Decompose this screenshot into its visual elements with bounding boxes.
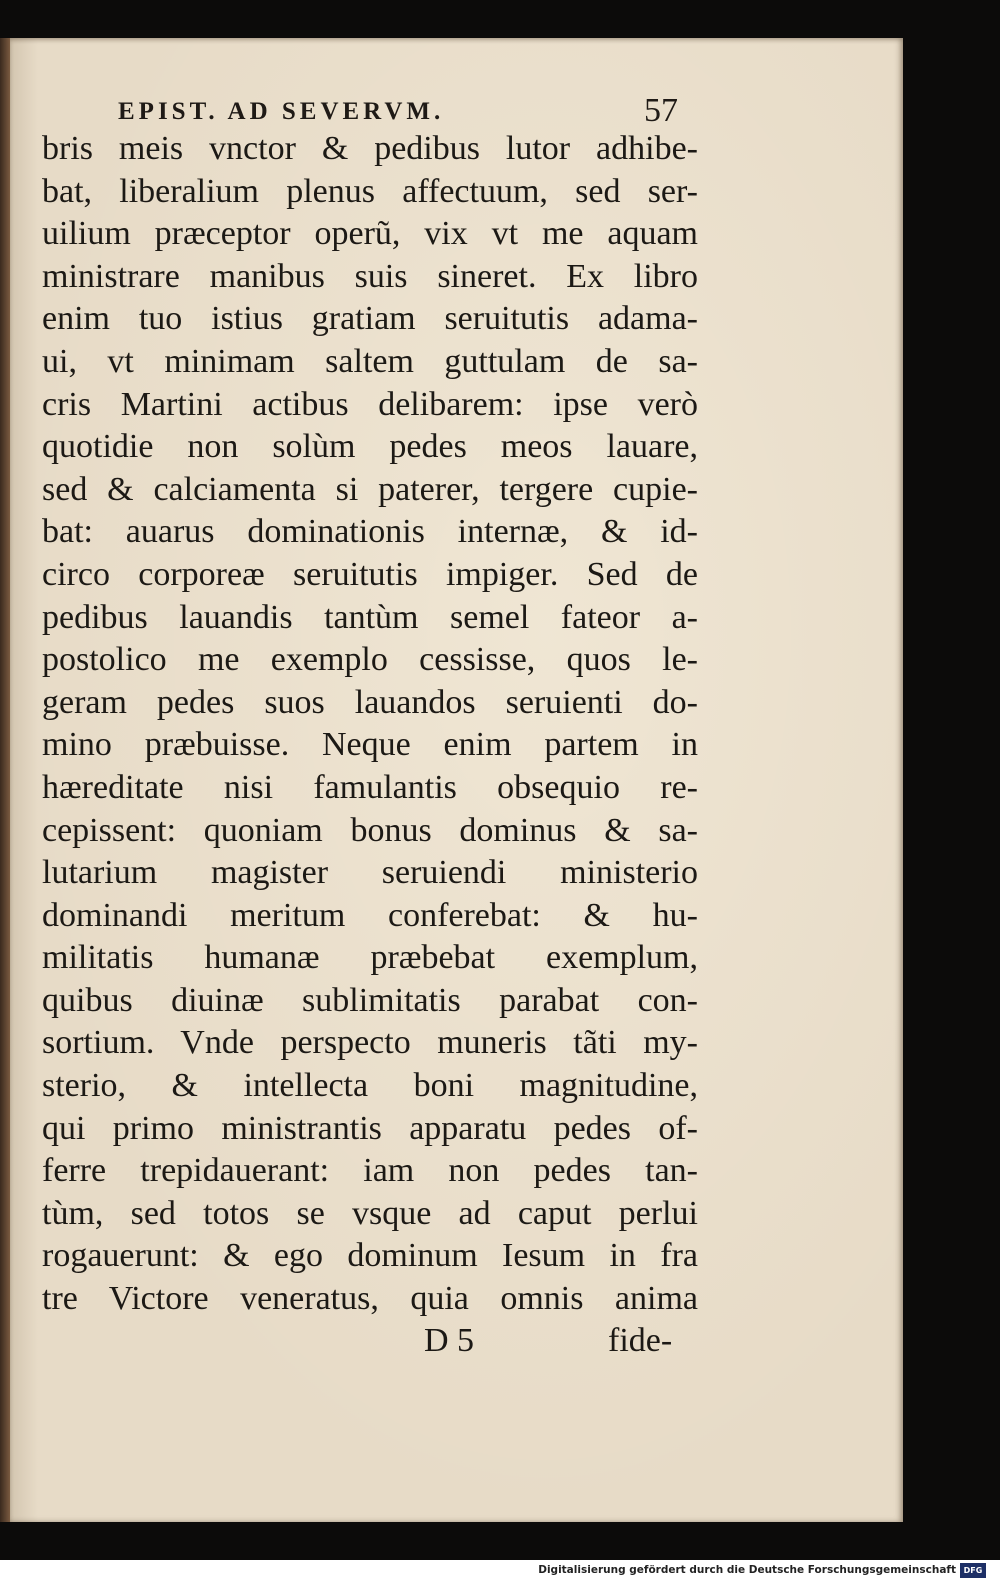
signature-mark: D 5 bbox=[424, 1322, 475, 1359]
text-line: bris meis vnctor & pedibus lutor adhibe- bbox=[42, 130, 698, 167]
catchword: fide- bbox=[608, 1322, 673, 1359]
text-line: geram pedes suos lauandos seruienti do- bbox=[42, 683, 698, 721]
dfg-logo: DFG bbox=[960, 1563, 986, 1578]
text-line: postolico me exemplo cessisse, quos le- bbox=[42, 641, 698, 679]
text-line: pedibus lauandis tantùm semel fateor a- bbox=[42, 598, 698, 636]
text-line: ferre trepidauerant: iam non pedes tan- bbox=[42, 1152, 698, 1190]
digitization-credit: Digitalisierung gefördert durch die Deutsche Forschungsgemeinschaft bbox=[538, 1564, 956, 1576]
text-line: uilium præceptor operũ, vix vt me aquam bbox=[42, 215, 698, 253]
text-line: militatis humanæ præbebat exemplum, bbox=[42, 939, 698, 977]
text-line: cris Martini actibus delibarem: ipse verò bbox=[42, 385, 698, 423]
text-line: bat, liberalium plenus affectuum, sed ser- bbox=[42, 172, 698, 210]
text-line: qui primo ministrantis apparatu pedes of- bbox=[42, 1109, 698, 1147]
page-number: 57 bbox=[644, 92, 678, 129]
text-line: rogauerunt: & ego dominum Iesum in fra bbox=[42, 1237, 698, 1275]
text-line: lutarium magister seruiendi ministerio bbox=[42, 854, 698, 892]
text-line: quibus diuinæ sublimitatis parabat con- bbox=[42, 981, 698, 1019]
text-line: bat: auarus dominationis internæ, & id- bbox=[42, 513, 698, 551]
text-line: ui, vt minimam saltem guttulam de sa- bbox=[42, 342, 698, 380]
text-line: circo corporeæ seruitutis impiger. Sed de bbox=[42, 555, 698, 593]
text-line: enim tuo istius gratiam seruitutis adama- bbox=[42, 300, 698, 338]
text-line: ministrare manibus suis sineret. Ex libro bbox=[42, 257, 698, 295]
text-line: mino præbuisse. Neque enim partem in bbox=[42, 726, 698, 764]
text-block bbox=[42, 128, 698, 1321]
text-line: tre Victore veneratus, quia omnis anima bbox=[42, 1280, 698, 1318]
running-title: EPIST. AD SEVERVM. bbox=[118, 98, 445, 125]
text-line: dominandi meritum conferebat: & hu- bbox=[42, 896, 698, 934]
book-gutter-edge bbox=[0, 38, 10, 1522]
text-line: sed & calciamenta si paterer, tergere cupie- bbox=[42, 470, 698, 508]
text-line: cepissent: quoniam bonus dominus & sa- bbox=[42, 811, 698, 849]
text-line: sterio, & intellecta boni magnitudine, bbox=[42, 1067, 698, 1105]
text-line: quotidie non solùm pedes meos lauare, bbox=[42, 428, 698, 466]
text-line: sortium. Vnde perspecto muneris tãti my- bbox=[42, 1024, 698, 1062]
text-line: hæreditate nisi famulantis obsequio re- bbox=[42, 768, 698, 806]
text-line: tùm, sed totos se vsque ad caput perlui bbox=[42, 1194, 698, 1232]
